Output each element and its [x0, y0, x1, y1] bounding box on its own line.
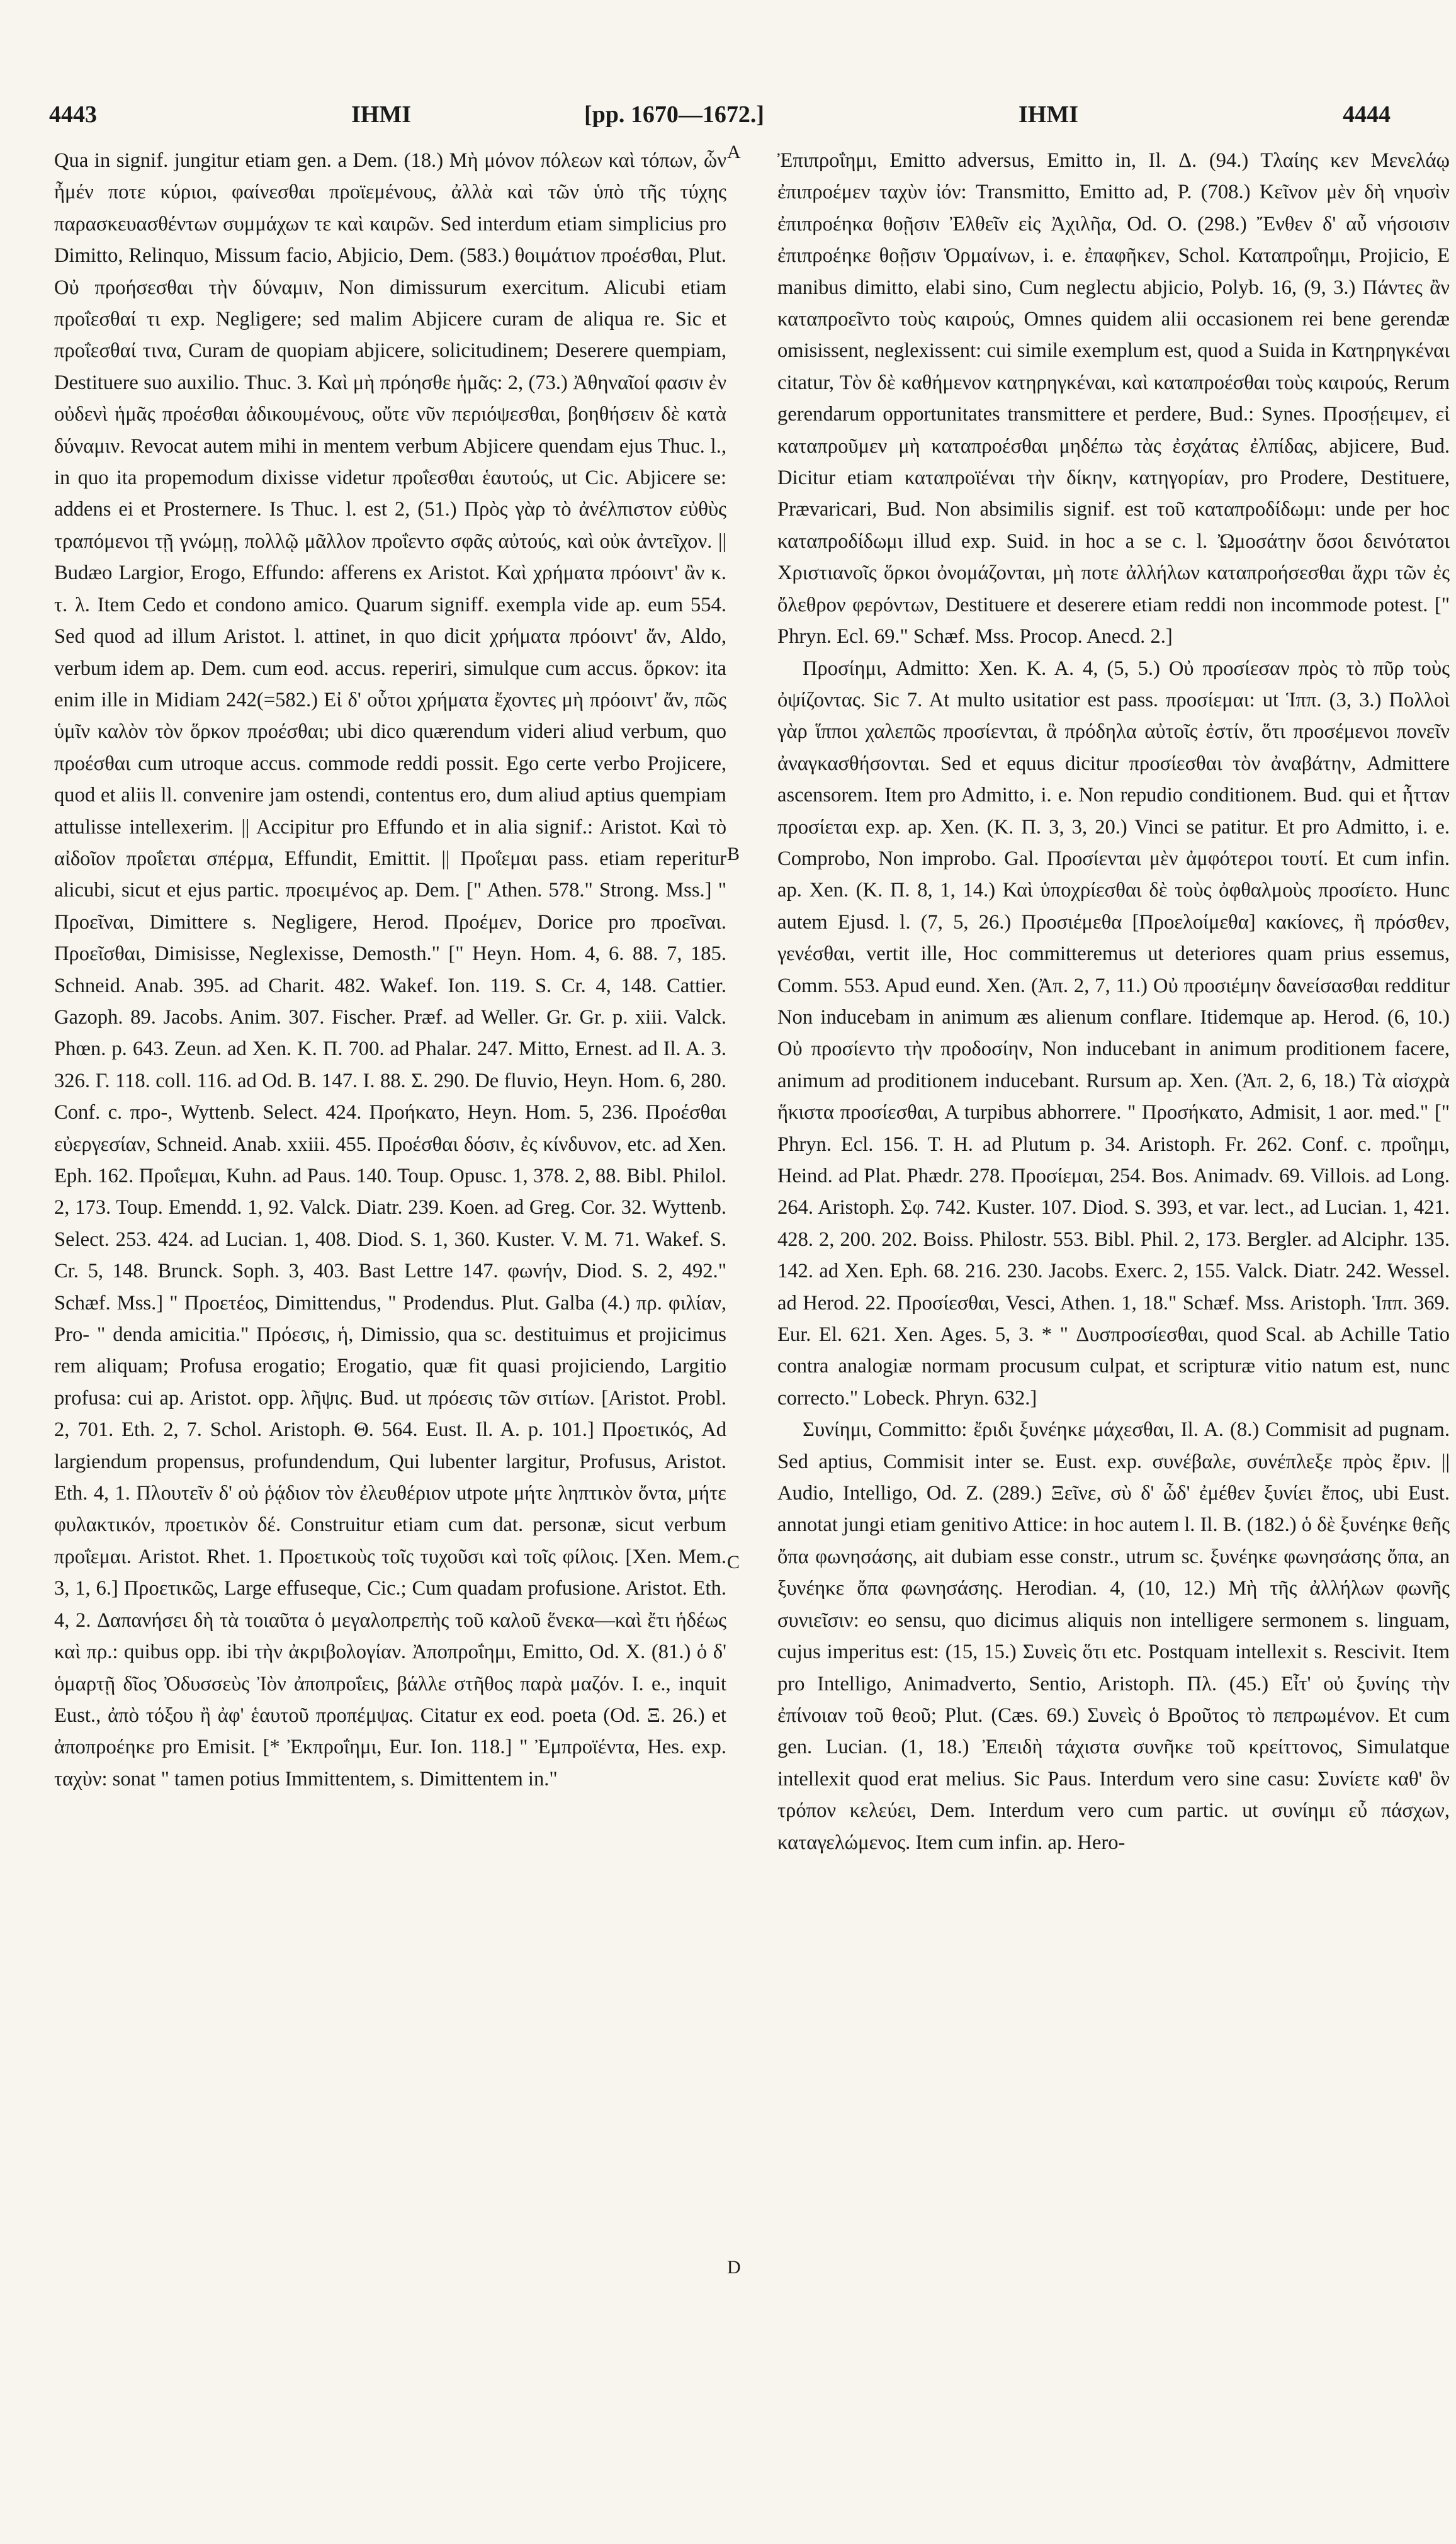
page-header [38, 88, 1418, 132]
left-column-text: Qua in signif. jungitur etiam gen. a Dem. (18.) Μὴ μόνον πόλεων καὶ τόπων, ὧν ἦμέν ποτε κύριοι, φαίνεσθαι προϊεμένους, ἀλλὰ καὶ τῶν ὑπὸ τῆς τύχης παρασκευασθέντων συμμάχων τε καὶ καιρῶν. Sed interdum etiam simplicius pro Dimitto, Relinquo, Missum facio, Abjicio, Dem. (583.) θοιμάτιον προέσθαι, Plut. Οὐ προήσεσθαι τὴν δύναμιν, Non dimissurum exercitum. Alicubi etiam προΐεσθαί τι exp. Negligere; sed malim Abjicere curam de aliqua re. Sic et προΐεσθαί τινα, Curam de quopiam abjicere, solicitudinem; Deserere quempiam, Destituere suo auxilio. Thuc. 3. Καὶ μὴ πρόησθε ἡμᾶς: 2, (73.) Ἀθηναῖοί φασιν ἐν οὐδενὶ ἡμᾶς προέσθαι ἀδικουμένους, οὔτε νῦν περιόψεσθαι, βοηθήσειν δὲ κατὰ δύναμιν. Revocat autem mihi in mentem verbum Abjicere quendam ejus Thuc. l., in quo ita propemodum dixisse videtur προΐεσθαι ἑαυτούς, ut Cic. Abjicere se: addens ei et Prosternere. Is Thuc. l. est 2, (51.) Πρὸς γὰρ τὸ ἀνέλπιστον εὐθὺς τραπόμενοι τῇ γνώμῃ, πολλῷ μᾶλλον προΐεντο σφᾶς αὐτούς, καὶ οὐκ ἀντεῖχον. || Budæo Largior, Erogo, Effundo: afferens ex Aristot. Καὶ χρήματα πρόοιντ' ἂν κ. τ. λ. Item Cedo et condono amico. Quarum signiff. exempla vide ap. eum 554. Sed quod ad illum Aristot. l. attinet, in quo dicit χρήματα πρόοιντ' ἄν, Aldo, verbum idem ap. Dem. cum eod. accus. reperiri, simulque cum accus. ὅρκον: ita enim ille in Midiam 242(=582.) Εἰ δ' οὗτοι χρήματα ἔχοντες μὴ πρόοιντ' ἄν, πῶς ὑμῖν καλὸν τὸν ὅρκον προέσθαι; ubi dico quærendum videri aliud verbum, quo προέσθαι cum utroque accus. commode reddi possit. Ego certe verbo Projicere, quod et aliis ll. convenire jam ostendi, contentus ero, dum aliud aptius quempiam attulisse intellexerim. || Accipitur pro Effundo et in alia signif.: Aristot. Καὶ τὸ αἰδοῖον προΐεται σπέρμα, Effundit, Emittit. || Προΐεμαι pass. etiam reperitur alicubi, sicut et ejus partic. προειμένος ap. Dem. [" Athen. 578." Strong. Mss.] " Προεῖναι, Dimittere s. Negligere, Herod. Προέμεν, Dorice pro προεῖναι. Προεῖσθαι, Dimisisse, Neglexisse, Demosth." [" Heyn. Hom. 4, 6. 88. 7, 185. Schneid. Anab. 395. ad Charit. 482. Wakef. Ion. 119. S. Cr. 4, 148. Cattier. Gazoph. 89. Jacobs. Anim. 307. Fischer. Præf. ad Weller. Gr. Gr. p. xiii. Valck. Phœn. p. 643. Zeun. ad Xen. K. Π. 700. ad Phalar. 247. Mitto, Ernest. ad Il. A. 3. 326. Γ. 118. coll. 116. ad Od. B. 147. I. 88. Σ. 290. De fluvio, Heyn. Hom. 6, 280. Conf. c. προ-, Wyttenb. Select. 424. Προήκατο, Heyn. Hom. 5, 236. Προέσθαι εὐεργεσίαν, Schneid. Anab. xxiii. 455. Προέσθαι δόσιν, ἐς κίνδυνον, etc. ad Xen. Eph. 162. Προΐεμαι, Kuhn. ad Paus. 140. Toup. Opusc. 1, 378. 2, 88. Bibl. Philol. 2, 173. Toup. Emendd. 1, 92. Valck. Diatr. 239. Koen. ad Greg. Cor. 32. Wyttenb. Select. 253. 424. ad Lucian. 1, 408. Diod. S. 1, 360. Kuster. V. M. 71. Wakef. S. Cr. 5, 148. Brunck. Soph. 3, 403. Bast Lettre 147. φωνήν, Diod. S. 2, 492." Schæf. Mss.] " Προετέος, Dimittendus, " Prodendus. Plut. Galba (4.) πρ. φιλίαν, Pro- " denda amicitia." Πρόεσις, ἡ, Dimissio, qua sc. destituimus et projicimus rem aliquam; Profusa erogatio; Erogatio, quæ fit quasi projiciendo, Largitio profusa: cui ap. Aristot. opp. λῆψις. Bud. ut πρόεσις τῶν σιτίων. [Aristot. Probl. 2, 701. Eth. 2, 7. Schol. Aristoph. Θ. 564. Eust. Il. A. p. 101.] Προετικός, Ad largiendum propensus, profundendum, Qui lubenter largitur, Profusus, Aristot. Eth. 4, 1. Πλουτεῖν δ' οὐ ῥᾴδιον τὸν ἐλευθέριον utpote μήτε ληπτικὸν ὄντα, μήτε φυλακτικόν, προετικὸν δέ. Construitur etiam cum dat. personæ, sicut verbum προΐεμαι. Aristot. Rhet. 1. Προετικοὺς τοῖς τυχοῦσι καὶ τοῖς φίλοις. [Xen. Mem. 3, 1, 6.] Προετικῶς, Large effuseque, Cic.; Cum quadam profusione. Aristot. Eth. 4, 2. Δαπανήσει δὴ τὰ τοιαῦτα ὁ μεγαλοπρεπὴς τοῦ καλοῦ ἕνεκα—καὶ ἔτι ἡδέως καὶ πρ.: quibus opp. ibi τὴν ἀκριβολογίαν. Ἀποπροΐημι, Emitto, Od. X. (81.) ὁ δ' ὁμαρτῇ δῖος Ὀδυσσεὺς Ἰὸν ἀποπροΐεις, βάλλε στῆθος παρὰ μαζόν. I. e., inquit Eust., ἀπὸ τόξου ἢ ἀφ' ἑαυτοῦ προπέμψας. Citatur ex eod. poeta (Od. Ξ. 26.) et ἀποπροέηκε pro Emisit. [* Ἐκπροΐημι, Eur. Ion. 118.] " Ἐμπροϊέντα, Hes. exp. ταχὺν: sonat " tamen potius Immittentem, s. Dimittentem in." [54, 149, 726, 1790]
column-marker-d: D [727, 2257, 741, 2278]
column-marker-a: A [727, 142, 741, 162]
left-column [54, 145, 726, 2524]
running-title-right: IHMI [1019, 101, 1078, 128]
page-number-left: 4443 [49, 101, 97, 128]
right-column-entry-epiproiemi: Ἐπιπροΐημι, Emitto adversus, Emitto in, Il. Δ. (94.) Τλαίης κεν Μενελάῳ ἐπιπροέμεν ταχὺν ἰόν: Transmitto, Emitto ad, P. (708.) Κεῖνον μὲν δὴ νηυσὶν ἐπιπροέηκα θοῇσιν Ἐλθεῖν εἰς Ἀχιλῆα, Od. O. (298.) Ἔνθεν δ' αὖ νήσοισιν ἐπιπροέηκε θοῇσιν Ὁρμαίνων, i. e. ἐπαφῆκεν, Schol. Καταπροΐημι, Projicio, E manibus dimitto, elabi sino, Cum neglectu abjicio, Polyb. 16, (9, 3.) Πάντες ἂν καταπροεῖντο τοὺς καιρούς, Omnes quidem alii occasionem rei bene gerendæ omisissent, neglexissent: cui simile exemplum est, quod a Suida in Κατηρηγκέναι citatur, Τὸν δὲ καθήμενον κατηρηγκέναι, καὶ καταπροέσθαι τοὺς καιρούς, Rerum gerendarum opportunitates transmittere et perdere, Bud.: Synes. Προσῄειμεν, εἰ καταπροῦμεν μὴ καταπροέσθαι μηδέπω τὰς ἐσχάτας ἐλπίδας, abjicere, Bud. Dicitur etiam καταπροϊέναι τὴν δίκην, κατηγορίαν, pro Prodere, Destituere, Prævaricari, Bud. Non absimilis signif. est τοῦ καταπροδίδωμι: unde per hoc καταπροδίδωμι illud exp. Suid. in hoc a se c. l. Ὠμοσάτην ὅσοι δεινότατοι Χριστιανοῖς ὅρκοι ὀνομάζονται, μὴ ποτε ἀλλήλων καταπροήσεσθαι ἄχρι τῶν ἐς ὄλεθρον φερόντων, Destituere et deserere etiam reddi non incommode potest. [" Phryn. Ecl. 69." Schæf. Mss. Procop. Anecd. 2.] [777, 149, 1450, 648]
page-number-right: 4444 [1343, 101, 1391, 128]
right-column-entry-prosiemi: Προσίημι, Admitto: Xen. K. A. 4, (5, 5.) Οὐ προσίεσαν πρὸς τὸ πῦρ τοὺς ὀψίζοντας. Sic 7. At multo usitatior est pass. προσίεμαι: ut Ἱππ. (3, 3.) Πολλοὶ γὰρ ἵπποι χαλεπῶς προσίενται, ἃ πρόδηλα αὐτοῖς ἐστίν, ὅτι προσέμενοι πονεῖν ἀναγκασθήσονται. Sed et equus dicitur προσίεσθαι τὸν ἀναβάτην, Admittere ascensorem. Item pro Admitto, i. e. Non repudio conditionem. Bud. qui et ἧτταν προσίεται exp. ap. Xen. (K. Π. 3, 3, 20.) Vinci se patitur. Et pro Admitto, i. e. Comprobo, Non improbo. Gal. Προσίενται μὲν ἀμφότεροι τουτί. Et cum infin. ap. Xen. (K. Π. 8, 1, 14.) Καὶ ὑποχρίεσθαι δὲ τοὺς ὀφθαλμοὺς προσίετο. Hunc autem Ejusd. l. (7, 5, 26.) Προσιέμεθα [Προελοίμεθα] κακίονες, ἢ πρόσθεν, γενέσθαι, vertit ille, Hoc committeremus ut deteriores quam prius essemus, Comm. 553. Apud eund. Xen. (Ἀπ. 2, 7, 11.) Οὐ προσιέμην δανείσασθαι redditur Non inducebam in animum æs alienum conflare. Itidemque ap. Herod. (6, 10.) Οὐ προσίεντο τὴν προδοσίην, Non inducebant in animum proditionem facere, animum ad proditionem inducebant. Rursum ap. Xen. (Ἀπ. 2, 6, 18.) Τὰ αἰσχρὰ ἥκιστα προσίεσθαι, A turpibus abhorrere. " Προσήκατο, Admisit, 1 aor. med." [" Phryn. Ecl. 156. T. H. ad Plutum p. 34. Aristoph. Fr. 262. Conf. c. προΐημι, Heind. ad Plat. Phædr. 278. Προσίεμαι, 254. Bos. Animadv. 69. Villois. ad Long. 264. Aristoph. Σφ. 742. Kuster. 107. Diod. S. 393, et var. lect., ad Lucian. 1, 421. 428. 2, 200. 202. Boiss. Philostr. 553. Bibl. Phil. 2, 173. Bergler. ad Alciphr. 135. 142. ad Xen. Eph. 68. 216. 230. Jacobs. Exerc. 2, 155. Valck. Diatr. 242. Wessel. ad Herod. 22. Προσίεσθαι, Vesci, Athen. 1, 18." Schæf. Mss. Aristoph. Ἱππ. 369. Eur. El. 621. Xen. Ages. 5, 3. * " Δυσπροσίεσθαι, quod Scal. ab Achille Tatio contra analogiæ normam procusum culpat, et scripturæ vitio natum est, nunc correcto." Lobeck. Phryn. 632.] [777, 657, 1450, 1410]
column-marker-c: C [727, 1552, 740, 1573]
running-title-left: IHMI [351, 101, 411, 128]
right-column [777, 145, 1450, 2524]
column-marker-b: B [727, 844, 740, 864]
right-column-entry-syniemi: Συνίημι, Committo: ἔριδι ξυνέηκε μάχεσθαι, Il. A. (8.) Commisit ad pugnam. Sed aptius, Commisit inter se. Eust. exp. συνέβαλε, συνέπλεξε πρὸς ἔριν. || Audio, Intelligo, Od. Z. (289.) Ξεῖνε, σὺ δ' ὧδ' ἐμέθεν ξυνίει ἔπος, ubi Eust. annotat jungi etiam genitivo Attice: in hoc autem l. Il. B. (182.) ὁ δὲ ξυνέηκε θεῆς ὄπα φωνησάσης, ait dubiam esse constr., utrum sc. ξυνέηκε φωνησάσης ὄπα, an ξυνέηκε ὄπα φωνησάσης. Herodian. 4, (10, 12.) Μὴ τῆς ἀλλήλων φωνῆς συνιεῖσιν: eo sensu, quo dicimus aliquis non intelligere sermonem s. linguam, cujus imperitus est: (15, 15.) Συνεὶς ὅτι etc. Postquam intellexit s. Rescivit. Item pro Intelligo, Animadverto, Sentio, Aristoph. Πλ. (45.) Εἶτ' οὐ ξυνίης τὴν ἐπίνοιαν τοῦ θεοῦ; Plut. (Cæs. 69.) Συνεὶς ὁ Βροῦτος τὸ πεπρωμένον. Et cum gen. Lucian. (1, 18.) Ἐπειδὴ τάχιστα συνῆκε τοῦ κρείττονος, Simulatque intellexit quod erat melius. Sic Paus. Interdum vero sine casu: Συνίετε καθ' ὃν τρόπον κελεύει, Dem. Interdum vero cum partic. ut συνίημι εὖ πάσχων, καταγελώμενος. Item cum infin. ap. Hero- [777, 1418, 1450, 1854]
page-range: [pp. 1670—1672.] [584, 101, 765, 128]
